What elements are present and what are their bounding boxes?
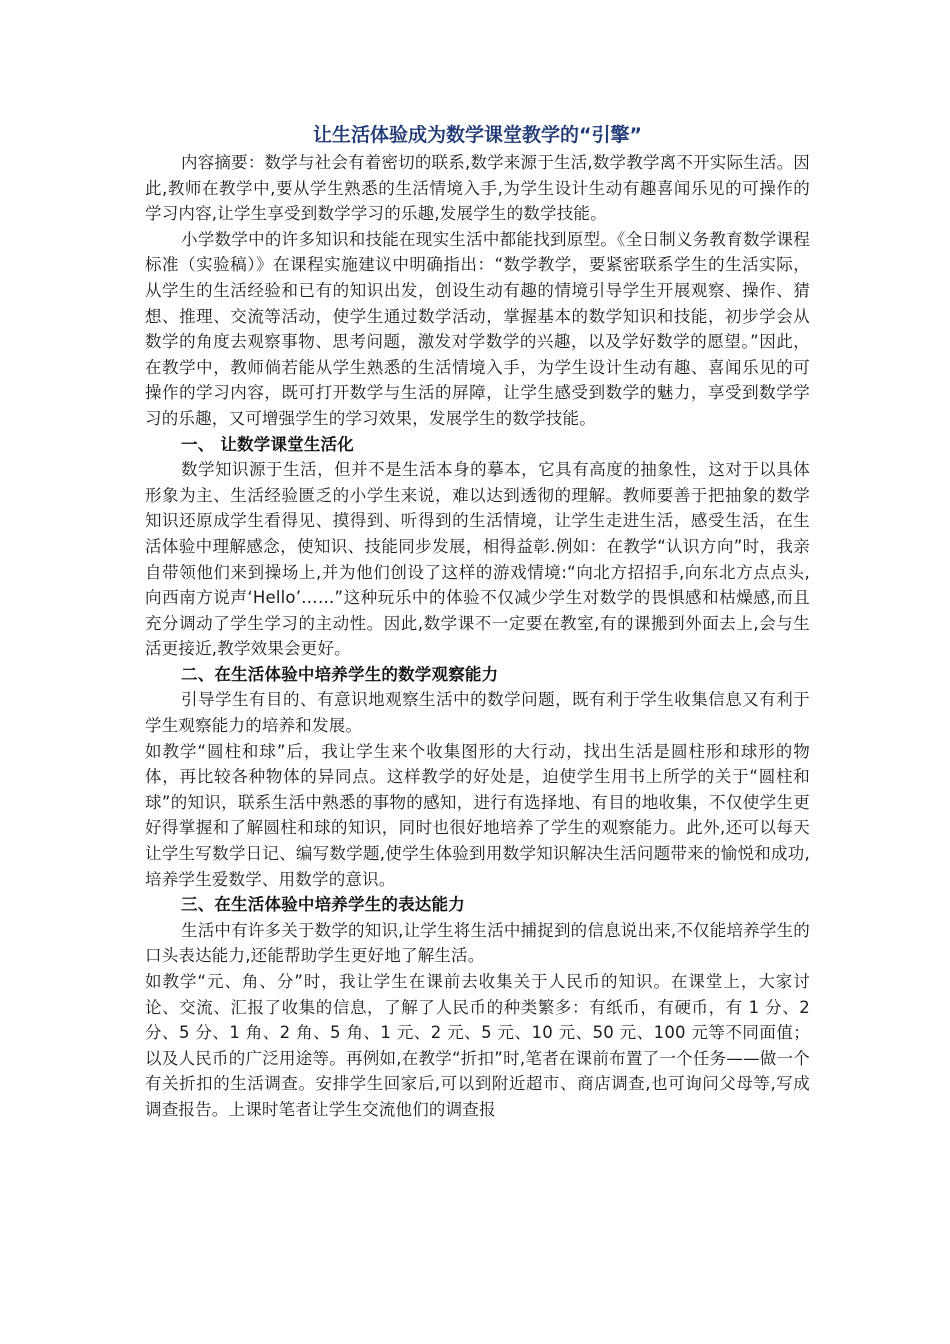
abstract-paragraph: 内容摘要：数学与社会有着密切的联系,数学来源于生活,数学教学离不开实际生活。因此,教师在教学中,要从学生熟悉的生活情境入手,为学生设计生动有趣喜闻乐见的可操作的学习内容,让学生享受到数学学习的乐趣,发展学生的数学技能。 [145, 153, 810, 224]
section-heading-1: 一、 让数学课堂生活化 [181, 434, 354, 454]
document-page [145, 118, 810, 1123]
intro-paragraph: 小学数学中的许多知识和技能在现实生活中都能找到原型。《全日制义务教育数学课程标准（实验稿）》在课程实施建议中明确指出：“数学教学，要紧密联系学生的生活实际，从学生的生活经验和已有的知识出发，创设生动有趣的情境引导学生开展观察、操作、猜想、推理、交流等活动，使学生通过数学活动，掌握基本的数学知识和技能，初步学会从数学的角度去观察事物、思考问题，激发对学数学的兴趣，以及学好数学的愿望。”因此，在教学中，教师倘若能从学生熟悉的生活情境入手，为学生设计生动有趣、喜闻乐见的可操作的学习内容，既可打开数学与生活的屏障，让学生感受到数学的魅力，享受到数学学习的乐趣，又可增强学生的学习效果，发展学生的数学技能。 [145, 229, 810, 428]
section-3-paragraph-1: 生活中有许多关于数学的知识,让学生将生活中捕捉到的信息说出来,不仅能培养学生的口头表达能力,还能帮助学生更好地了解生活。 [145, 920, 810, 966]
section-2-paragraph-1: 引导学生有目的、有意识地观察生活中的数学问题，既有利于学生收集信息又有利于学生观察能力的培养和发展。 [145, 690, 810, 736]
section-heading-2: 二、在生活体验中培养学生的数学观察能力 [181, 664, 499, 684]
section-1-paragraph: 数学知识源于生活，但并不是生活本身的摹本，它具有高度的抽象性，这对于以具体形象为主、生活经验匮乏的小学生来说，难以达到透彻的理解。教师要善于把抽象的数学知识还原成学生看得见、摸得到、听得到的生活情境，让学生走进生活，感受生活，在生活体验中理解感念，使知识、技能同步发展，相得益彰.例如：在教学“认识方向”时，我亲自带领他们来到操场上,并为他们创设了这样的游戏情境:“向北方招招手,向东北方点点头,向西南方说声‘Hello’……”这种玩乐中的体验不仅减少学生对数学的畏惧感和枯燥感,而且充分调动了学生学习的主动性。因此,数学课不一定要在教室,有的课搬到外面去上,会与生活更接近,教学效果会更好。 [145, 460, 810, 659]
section-3-paragraph-2: 如教学“元、角、分”时，我让学生在课前去收集关于人民币的知识。在课堂上，大家讨论、交流、汇报了收集的信息，了解了人民币的种类繁多：有纸币，有硬币，有 1 分、2 分、5 分、1 角、2 角、5 角、1 元、2 元、5 元、10 元、50 元、100 元等不同面值；以及人民币的广泛用途等。再例如,在教学“折扣”时,笔者在课前布置了一个任务——做一个有关折扣的生活调查。安排学生回家后,可以到附近超市、商店调查,也可询问父母等,写成调查报告。上课时笔者让学生交流他们的调查报 [145, 972, 810, 1119]
section-2-paragraph-2: 如教学“圆柱和球”后，我让学生来个收集图形的大行动，找出生活是圆柱形和球形的物体，再比较各种物体的异同点。这样教学的好处是，迫使学生用书上所学的关于“圆柱和球”的知识，联系生活中熟悉的事物的感知，进行有选择地、有目的地收集，不仅使学生更好得掌握和了解圆柱和球的知识，同时也很好地培养了学生的观察能力。此外,还可以每天让学生写数学日记、编写数学题,使学生体验到用数学知识解决生活问题带来的愉悦和成功,培养学生爱数学、用数学的意识。 [145, 741, 810, 889]
document-title: 让生活体验成为数学课堂教学的“引擎” [313, 124, 642, 146]
section-heading-3: 三、在生活体验中培养学生的表达能力 [181, 895, 465, 915]
